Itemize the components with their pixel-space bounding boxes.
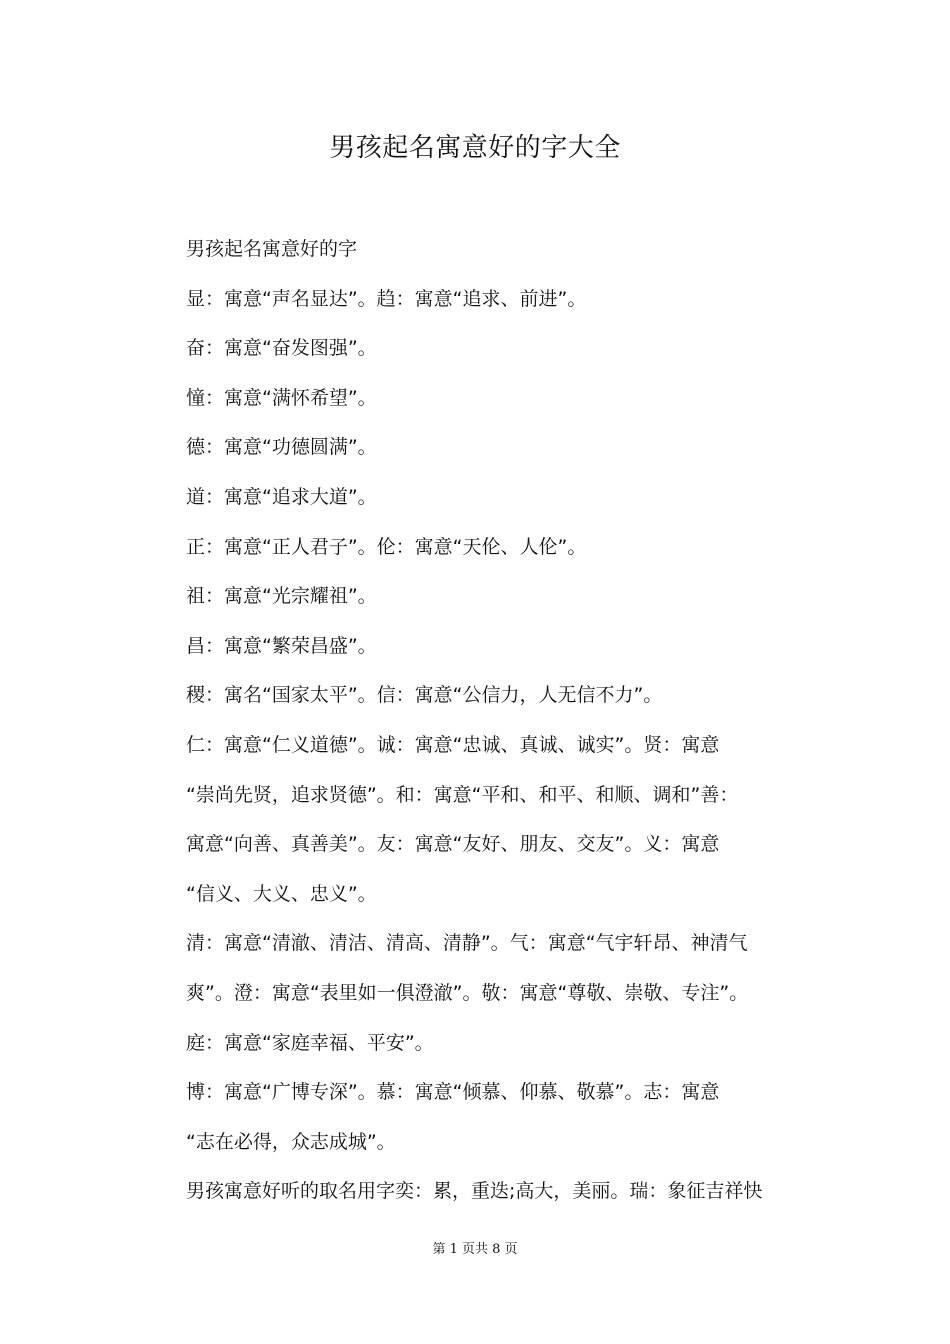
page-footer: 第 1 页共 8 页 xyxy=(432,1242,518,1257)
text-line: 寓意“向善、真善美”。友：寓意“友好、朋友、交友”。义：寓意 xyxy=(186,833,720,856)
text-line: 男孩寓意好听的取名用字奕：累，重迭;高大，美丽。瑞：象征吉祥快 xyxy=(186,1180,763,1203)
document-body xyxy=(186,225,826,1217)
text-line: 稷：寓名“国家太平”。信：寓意“公信力，人无信不力”。 xyxy=(186,684,663,707)
text-line: 憧：寓意“满怀希望”。 xyxy=(186,386,377,409)
text-line: 道：寓意“追求大道”。 xyxy=(186,485,377,508)
text-line: 祖：寓意“光宗耀祖”。 xyxy=(186,585,377,608)
text-line: 清：寓意“清澈、清洁、清高、清静”。气：寓意“气宇轩昂、神清气 xyxy=(186,932,748,955)
section-heading: 男孩起名寓意好的字 xyxy=(186,238,358,260)
text-line: 仁：寓意“仁义道德”。诚：寓意“忠诚、真诚、诚实”。贤：寓意 xyxy=(186,733,720,756)
text-line: “志在必得，众志成城”。 xyxy=(186,1130,396,1153)
text-line: 博：寓意“广博专深”。慕：寓意“倾慕、仰慕、敬慕”。志：寓意 xyxy=(186,1081,720,1104)
text-line: 显：寓意“声名显达”。趋：寓意“追求、前进”。 xyxy=(186,287,587,310)
text-line: 奋：寓意“奋发图强”。 xyxy=(186,337,377,360)
text-line: 爽”。澄：寓意“表里如一俱澄澈”。敬：寓意“尊敬、崇敬、专注”。 xyxy=(186,981,749,1004)
document-title: 男孩起名寓意好的字大全 xyxy=(329,133,621,163)
text-line: 正：寓意“正人君子”。伦：寓意“天伦、人伦”。 xyxy=(186,535,587,558)
text-line: 德：寓意“功德圆满”。 xyxy=(186,436,377,459)
text-line: “崇尚先贤，追求贤德”。和：寓意“平和、和平、和顺、调和”善： xyxy=(186,783,739,806)
text-line: 昌：寓意“繁荣昌盛”。 xyxy=(186,634,377,657)
text-line: “信义、大义、忠义”。 xyxy=(186,882,377,905)
text-line: 庭：寓意“家庭幸福、平安”。 xyxy=(186,1031,434,1054)
